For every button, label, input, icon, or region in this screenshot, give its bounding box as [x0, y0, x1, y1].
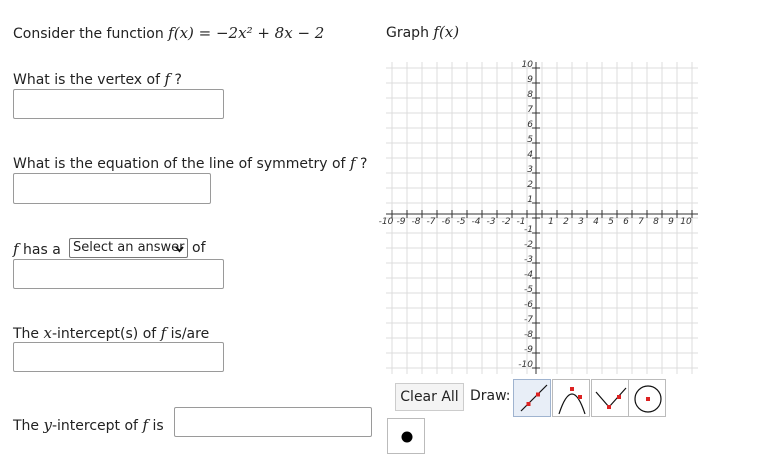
y-tick-label: -10	[518, 360, 533, 370]
x-tick-label: -3	[486, 217, 496, 227]
point-tool-icon	[388, 419, 426, 455]
function-expression: f(x) = −2x² + 8x − 2	[168, 24, 325, 42]
y-tick-label: 5	[527, 135, 533, 145]
y-tick-label: -1	[524, 225, 533, 235]
vertex-tail: ?	[174, 72, 182, 88]
circle-tool-icon	[629, 380, 667, 418]
symmetry-answer-input[interactable]	[13, 173, 211, 204]
x-tick-label: 3	[578, 217, 584, 227]
y-tick-label: 4	[527, 150, 533, 160]
vertex-answer-input[interactable]	[13, 89, 224, 119]
extremum-var: f	[13, 240, 19, 258]
vertex-question	[13, 70, 182, 88]
y-tick-label: -6	[524, 300, 533, 310]
x-tick-label: 2	[563, 217, 569, 227]
x-tick-label: -5	[456, 217, 466, 227]
x-tick-label: 7	[638, 217, 644, 227]
x-tick-label: -6	[441, 217, 451, 227]
x-tick-label: -2	[501, 217, 511, 227]
y-tick-label: -7	[524, 315, 533, 325]
x-tick-label: 8	[653, 217, 659, 227]
function-prefix: Consider the function	[13, 26, 164, 42]
x-intercept-label-pre: The	[13, 326, 40, 342]
y-tick-label: -2	[524, 240, 533, 250]
graph-heading	[386, 23, 459, 41]
x-tick-label: 5	[608, 217, 614, 227]
x-tick-label: 6	[623, 217, 629, 227]
x-tick-label: -10	[378, 217, 394, 227]
parabola-tool-icon	[553, 380, 591, 418]
chevron-down-icon	[175, 246, 184, 252]
vertex-var: f	[164, 70, 171, 88]
x-tick-label: 9	[668, 217, 674, 227]
x-tick-label: -4	[471, 217, 481, 227]
y-tick-label: 8	[527, 90, 533, 100]
y-intercept-fvar: f	[142, 416, 148, 434]
x-intercept-label-post: is/are	[170, 326, 210, 342]
line-tool-button[interactable]	[513, 379, 551, 417]
circle-tool-button[interactable]	[628, 379, 666, 417]
x-intercept-answer-input[interactable]	[13, 342, 224, 372]
graph-canvas[interactable]	[378, 60, 698, 374]
x-tick-label: -1	[516, 217, 526, 227]
symmetry-tail: ?	[359, 156, 368, 172]
draw-label: Draw:	[470, 388, 511, 404]
x-intercept-question	[13, 324, 209, 342]
y-tick-label: 6	[527, 120, 533, 130]
symmetry-var: f	[349, 154, 356, 172]
absolute-value-tool-icon	[592, 380, 630, 418]
x-intercept-label-mid: -intercept(s) of	[51, 326, 157, 342]
function-statement	[13, 24, 324, 42]
parabola-tool-button[interactable]	[552, 379, 590, 417]
y-tick-label: 1	[527, 195, 533, 205]
x-intercept-var: x	[43, 324, 52, 342]
line-tool-icon	[514, 380, 552, 418]
extremum-select[interactable]	[69, 238, 188, 258]
x-tick-label: -8	[411, 217, 421, 227]
y-intercept-answer-input[interactable]	[174, 407, 372, 437]
graph-heading-label: Graph	[386, 25, 429, 41]
vertex-label: What is the vertex of	[13, 72, 161, 88]
y-intercept-label-mid: -intercept of	[51, 418, 138, 434]
extremum-answer-input[interactable]	[13, 259, 224, 289]
y-tick-label: -4	[524, 270, 533, 280]
x-tick-label: -9	[396, 217, 406, 227]
y-tick-label: 7	[527, 105, 533, 115]
x-tick-label: 4	[593, 217, 599, 227]
y-tick-label: -8	[524, 330, 533, 340]
x-tick-label: 1	[548, 217, 554, 227]
y-intercept-question	[13, 416, 164, 434]
point-tool-button[interactable]	[387, 418, 425, 454]
y-tick-label: 2	[527, 180, 533, 190]
y-intercept-label-post: is	[152, 418, 164, 434]
clear-all-button[interactable]: Clear All	[395, 383, 464, 411]
absolute-value-tool-button[interactable]	[591, 379, 629, 417]
extremum-select-value: Select an answer	[73, 240, 185, 255]
extremum-tail: of	[192, 240, 206, 256]
extremum-label: has a	[23, 242, 61, 258]
extremum-question	[13, 240, 61, 258]
x-intercept-fvar: f	[160, 324, 167, 342]
x-tick-label: 10	[680, 217, 692, 227]
y-tick-label: -5	[524, 285, 533, 295]
y-tick-label: 9	[527, 75, 533, 85]
symmetry-label: What is the equation of the line of symmetry of	[13, 156, 346, 172]
y-intercept-var: y	[43, 416, 52, 434]
y-tick-label: -3	[524, 255, 533, 265]
y-tick-label: 10	[521, 60, 533, 70]
y-intercept-label-pre: The	[13, 418, 40, 434]
graph-heading-function: f(x)	[433, 23, 460, 41]
symmetry-question	[13, 154, 367, 172]
y-tick-label: 3	[527, 165, 533, 175]
y-tick-label: -9	[524, 345, 533, 355]
x-tick-label: -7	[426, 217, 436, 227]
